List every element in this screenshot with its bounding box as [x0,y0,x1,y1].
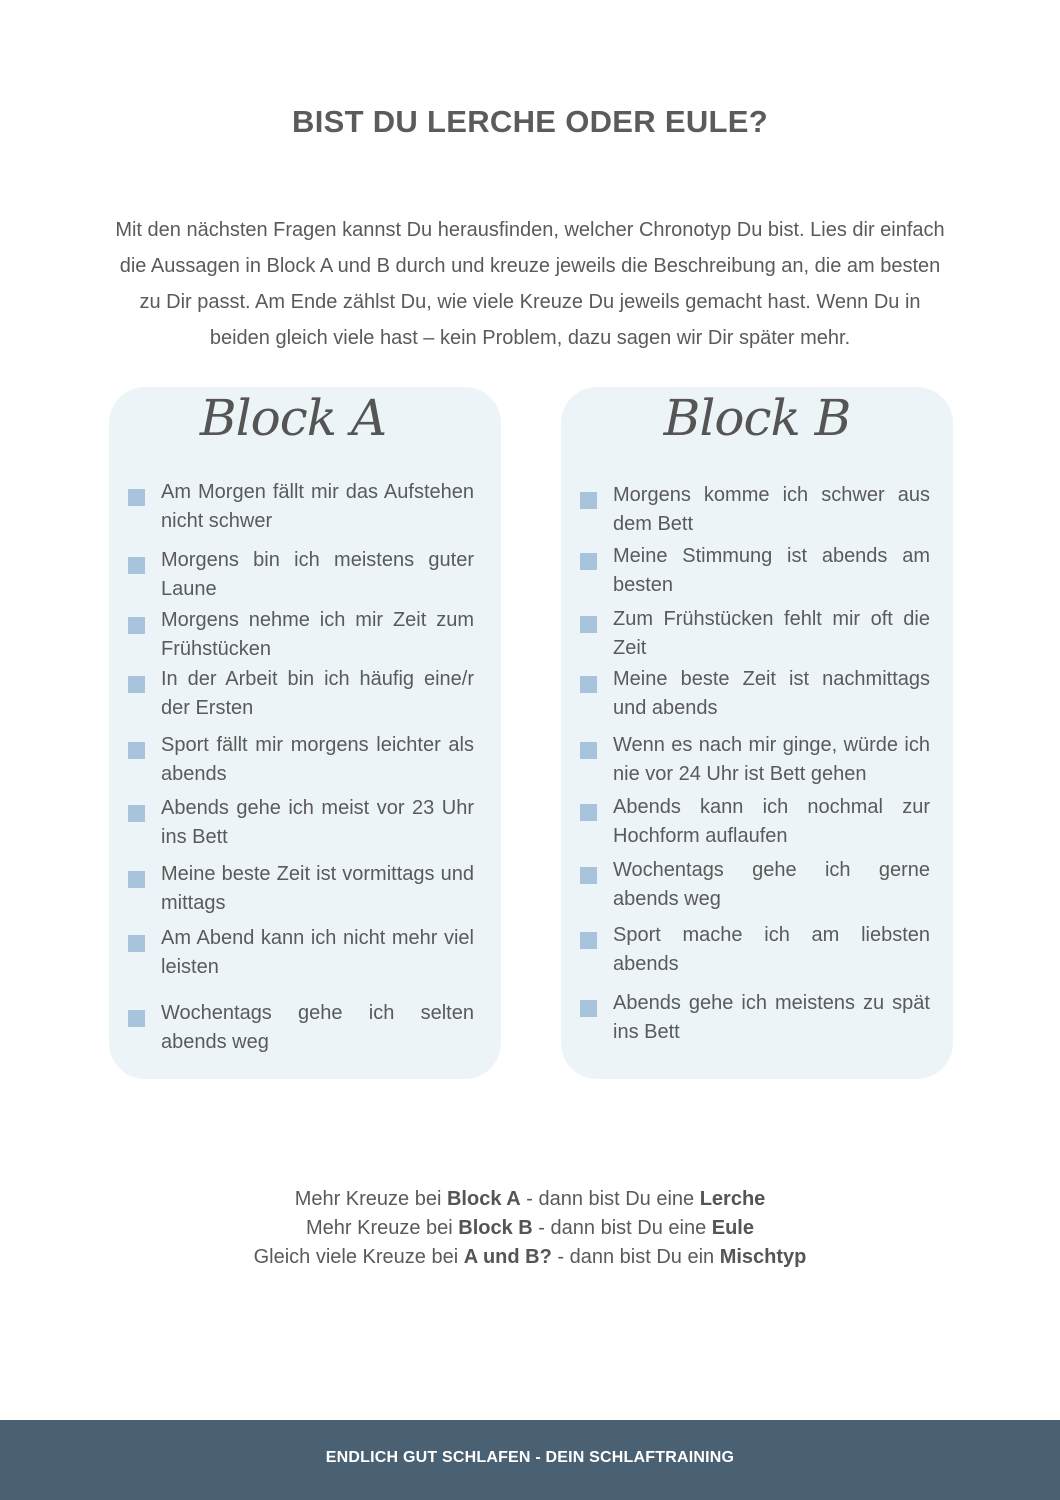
item-label: Morgens komme ich schwer aus dem Bett [613,484,930,535]
result-type: Lerche [699,1188,766,1210]
checkbox-icon[interactable] [580,867,597,884]
result-line-eule [0,1214,1060,1243]
checkbox-icon[interactable] [128,805,145,822]
block-a-title: Block A [199,389,387,447]
result-middle: - dann bist Du eine [532,1217,712,1239]
block-a-card [109,387,501,1079]
results-legend [0,1185,1060,1272]
checkbox-icon[interactable] [580,676,597,693]
result-prefix: Mehr Kreuze bei [305,1217,459,1239]
item-label: Wochentags gehe ich selten abends weg [161,1002,474,1053]
checkbox-icon[interactable] [128,557,145,574]
item-label: Abends gehe ich meistens zu spät ins Bett [613,992,930,1043]
checkbox-icon[interactable] [128,742,145,759]
block-a-item[interactable] [128,999,474,1057]
checkbox-icon[interactable] [128,489,145,506]
result-prefix: Gleich viele Kreuze bei [253,1246,464,1268]
item-label: Meine Stimmung ist abends am besten [613,545,930,596]
result-block: Block A [446,1188,521,1210]
result-type: Eule [711,1217,754,1239]
checkbox-icon[interactable] [580,616,597,633]
item-label: Meine beste Zeit ist vormittags und mittags [161,863,474,914]
checkbox-icon[interactable] [580,804,597,821]
block-a-item[interactable] [128,478,474,536]
item-label: Morgens nehme ich mir Zeit zum Frühstücken [161,609,474,660]
footer-text: ENDLICH GUT SCHLAFEN - DEIN SCHLAFTRAINING [325,1449,735,1466]
block-b-item[interactable] [580,481,930,539]
checkbox-icon[interactable] [128,676,145,693]
result-block: Block B [458,1217,533,1239]
block-a-item[interactable] [128,546,474,604]
item-label: Abends gehe ich meist vor 23 Uhr ins Bett [161,797,474,848]
item-label: Am Morgen fällt mir das Aufstehen nicht schwer [161,481,474,532]
item-label: Sport fällt mir morgens leichter als abends [161,734,474,785]
item-label: Am Abend kann ich nicht mehr viel leisten [161,927,474,978]
result-middle: - dann bist Du ein [551,1246,720,1268]
checkbox-icon[interactable] [580,1000,597,1017]
footer-bar [0,1420,1060,1500]
item-label: In der Arbeit bin ich häufig eine/r der Ersten [161,668,474,719]
block-b-item[interactable] [580,542,930,600]
item-label: Morgens bin ich meistens guter Laune [161,549,474,600]
intro-paragraph: Mit den nächsten Fragen kannst Du herausfinden, welcher Chronotyp Du bist. Lies dir einfach die Aussagen in Block A und B durch und kreuze jeweils die Beschreibung an, die am besten zu Dir passt. Am Ende zählst Du, wie viele Kreuze Du jeweils gemacht hast. Wenn Du in beiden gleich viele hast – kein Problem, dazu sagen wir Dir später mehr. [115,219,945,349]
block-a-item[interactable] [128,860,474,918]
checkbox-icon[interactable] [128,871,145,888]
result-prefix: Mehr Kreuze bei [294,1188,447,1210]
item-label: Sport mache ich am liebsten abends [613,924,930,975]
block-a-item[interactable] [128,606,474,664]
checkbox-icon[interactable] [580,553,597,570]
item-label: Meine beste Zeit ist nachmittags und abends [613,668,930,719]
block-b-item[interactable] [580,856,930,914]
page-title: BIST DU LERCHE ODER EULE? [292,104,768,139]
checkbox-icon[interactable] [580,742,597,759]
block-b-item[interactable] [580,665,930,723]
item-label: Wenn es nach mir ginge, würde ich nie vor 24 Uhr ist Bett gehen [613,734,930,785]
block-b-card [561,387,953,1079]
block-b-item[interactable] [580,793,930,851]
checkbox-icon[interactable] [128,617,145,634]
result-line-mischtyp [0,1243,1060,1272]
item-label: Zum Frühstücken fehlt mir oft die Zeit [613,608,930,659]
block-a-item[interactable] [128,794,474,852]
block-b-item[interactable] [580,731,930,789]
block-a-item[interactable] [128,731,474,789]
checkbox-icon[interactable] [128,1010,145,1027]
block-b-title: Block B [663,389,851,447]
block-b-item[interactable] [580,989,930,1047]
block-b-item[interactable] [580,605,930,663]
block-a-item[interactable] [128,665,474,723]
item-label: Wochentags gehe ich gerne abends weg [613,859,930,910]
result-middle: - dann bist Du eine [520,1188,700,1210]
block-a-item[interactable] [128,924,474,982]
checkbox-icon[interactable] [128,935,145,952]
item-label: Abends kann ich nochmal zur Hochform auflaufen [613,796,930,847]
checkbox-icon[interactable] [580,492,597,509]
checkbox-icon[interactable] [580,932,597,949]
block-b-item[interactable] [580,921,930,979]
result-block: A und B? [463,1246,552,1268]
result-line-lerche [0,1185,1060,1214]
result-type: Mischtyp [719,1246,807,1268]
